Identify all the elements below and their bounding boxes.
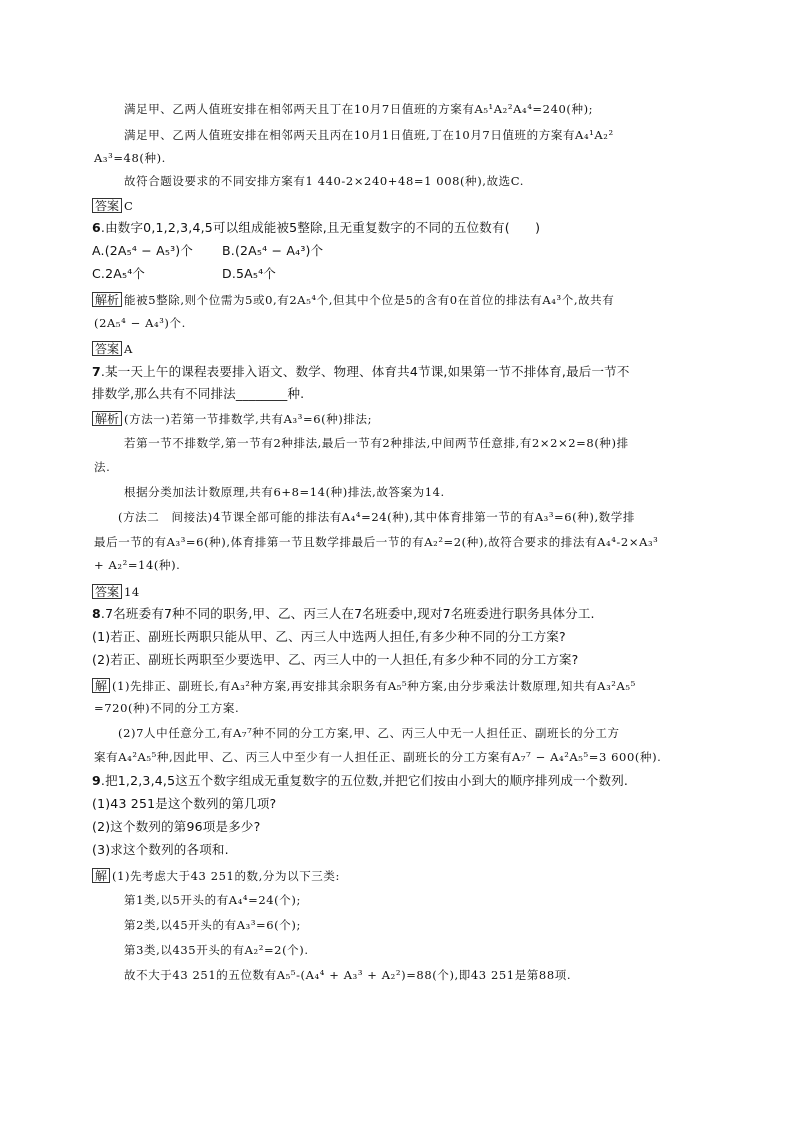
question-8 bbox=[92, 608, 595, 621]
solution-line: 法. bbox=[94, 460, 111, 474]
answer-line bbox=[92, 198, 133, 213]
sub-question: (1)若正、副班长两职只能从甲、乙、丙三人中选两人担任,有多少种不同的分工方案? bbox=[92, 629, 566, 644]
question-text: .7名班委有7种不同的职务,甲、乙、丙三人在7名班委中,现对7名班委进行职务具体分工. bbox=[100, 606, 595, 621]
solution-heading-line bbox=[92, 678, 636, 693]
solution-line: 若第一节不排数学,第一节有2种排法,最后一节有2种排法,中间两节任意排,有2×2×2=8(种)排 bbox=[124, 436, 629, 450]
solution-line: (方法二 间接法)4节课全部可能的排法有A₄⁴=24(种),其中体育排第一节的有A₃³=6(种),数学排 bbox=[118, 510, 636, 524]
option-a: A.(2A₅⁴ − A₅³)个 bbox=[92, 243, 194, 258]
option-b: B.(2A₅⁴ − A₄³)个 bbox=[222, 243, 324, 258]
question-text: .把1,2,3,4,5这五个数字组成无重复数字的五位数,并把它们按由小到大的顺序排列成一个数列. bbox=[100, 773, 629, 788]
solution-line: (2)7人中任意分工,有A₇⁷种不同的分工方案,甲、乙、丙三人中无一人担任正、副班长的分工方 bbox=[118, 726, 620, 740]
solution-text: (1)先考虑大于43 251的数,分为以下三类: bbox=[112, 869, 340, 883]
analysis-line bbox=[92, 292, 614, 307]
option-d: D.5A₅⁴个 bbox=[222, 266, 277, 281]
answer-value: 14 bbox=[124, 585, 140, 599]
question-number: 9 bbox=[92, 773, 101, 788]
solution-line: 第3类,以435开头的有A₂²=2(个). bbox=[124, 943, 309, 957]
answer-line bbox=[92, 341, 133, 356]
answer-tag: 答案 bbox=[92, 198, 122, 213]
question-text: .由数字0,1,2,3,4,5可以组成能被5整除,且无重复数字的不同的五位数有( ) bbox=[100, 220, 541, 235]
answer-tag: 答案 bbox=[92, 584, 122, 599]
question-number: 7 bbox=[92, 364, 101, 379]
answer-line bbox=[92, 584, 140, 599]
solution-tag: 解 bbox=[92, 678, 110, 693]
solution-line: (2A₅⁴ − A₄³)个. bbox=[94, 316, 186, 330]
question-number: 8 bbox=[92, 606, 101, 621]
question-9 bbox=[92, 775, 628, 788]
solution-line: + A₂²=14(种). bbox=[94, 558, 181, 572]
analysis-line bbox=[92, 411, 372, 426]
solution-line: 满足甲、乙两人值班安排在相邻两天且丙在10月1日值班,丁在10月7日值班的方案有A₄¹A₂² bbox=[124, 128, 614, 142]
analysis-text: (方法一)若第一节排数学,共有A₃³=6(种)排法; bbox=[124, 412, 373, 426]
solution-line: 最后一节的有A₃³=6(种),体育排第一节且数学排最后一节的有A₂²=2(种),故符合要求的排法有A₄⁴-2×A₃³ bbox=[94, 535, 659, 549]
sub-question: (3)求这个数列的各项和. bbox=[92, 842, 229, 857]
sub-question: (1)43 251是这个数列的第几项? bbox=[92, 796, 277, 811]
question-number: 6 bbox=[92, 220, 101, 235]
sub-question: (2)这个数列的第96项是多少? bbox=[92, 819, 261, 834]
solution-line: 根据分类加法计数原理,共有6+8=14(种)排法,故答案为14. bbox=[124, 485, 445, 499]
answer-value: A bbox=[124, 342, 133, 356]
solution-line: 第2类,以45开头的有A₃³=6(个); bbox=[124, 918, 301, 932]
analysis-tag: 解析 bbox=[92, 292, 122, 307]
analysis-text: 能被5整除,则个位需为5或0,有2A₅⁴个,但其中个位是5的含有0在首位的排法有A₄³个,故共有 bbox=[124, 293, 615, 307]
answer-tag: 答案 bbox=[92, 341, 122, 356]
answer-value: C bbox=[124, 199, 134, 213]
question-7 bbox=[92, 366, 630, 379]
sub-question: (2)若正、副班长两职至少要选甲、乙、丙三人中的一人担任,有多少种不同的分工方案? bbox=[92, 652, 579, 667]
solution-heading-line bbox=[92, 868, 340, 883]
solution-line: 第1类,以5开头的有A₄⁴=24(个); bbox=[124, 893, 301, 907]
solution-line: A₃³=48(种). bbox=[94, 151, 166, 165]
solution-tag: 解 bbox=[92, 868, 110, 883]
solution-line: 故不大于43 251的五位数有A₅⁵-(A₄⁴ + A₃³ + A₂²)=88(个),即43 251是第88项. bbox=[124, 968, 572, 982]
question-6 bbox=[92, 222, 540, 235]
solution-line: 案有A₄²A₅⁵种,因此甲、乙、丙三人中至少有一人担任正、副班长的分工方案有A₇⁷ − A₄²A₅⁵=3 600(种). bbox=[94, 750, 662, 764]
question-text: .某一天上午的课程表要排入语文、数学、物理、体育共4节课,如果第一节不排体育,最后一节不 bbox=[100, 364, 630, 379]
solution-line: =720(种)不同的分工方案. bbox=[94, 701, 240, 715]
analysis-tag: 解析 bbox=[92, 411, 122, 426]
solution-text: (1)先排正、副班长,有A₃²种方案,再安排其余职务有A₅⁵种方案,由分步乘法计数原理,知共有A₃²A₅⁵ bbox=[112, 679, 636, 693]
solution-line: 故符合题设要求的不同安排方案有1 440-2×240+48=1 008(种),故选C. bbox=[124, 174, 525, 188]
solution-line: 满足甲、乙两人值班安排在相邻两天且丁在10月7日值班的方案有A₅¹A₂²A₄⁴=240(种); bbox=[124, 102, 594, 116]
question-text-continued: 排数学,那么共有不同排法________种. bbox=[92, 386, 305, 401]
option-c: C.2A₅⁴个 bbox=[92, 266, 146, 281]
